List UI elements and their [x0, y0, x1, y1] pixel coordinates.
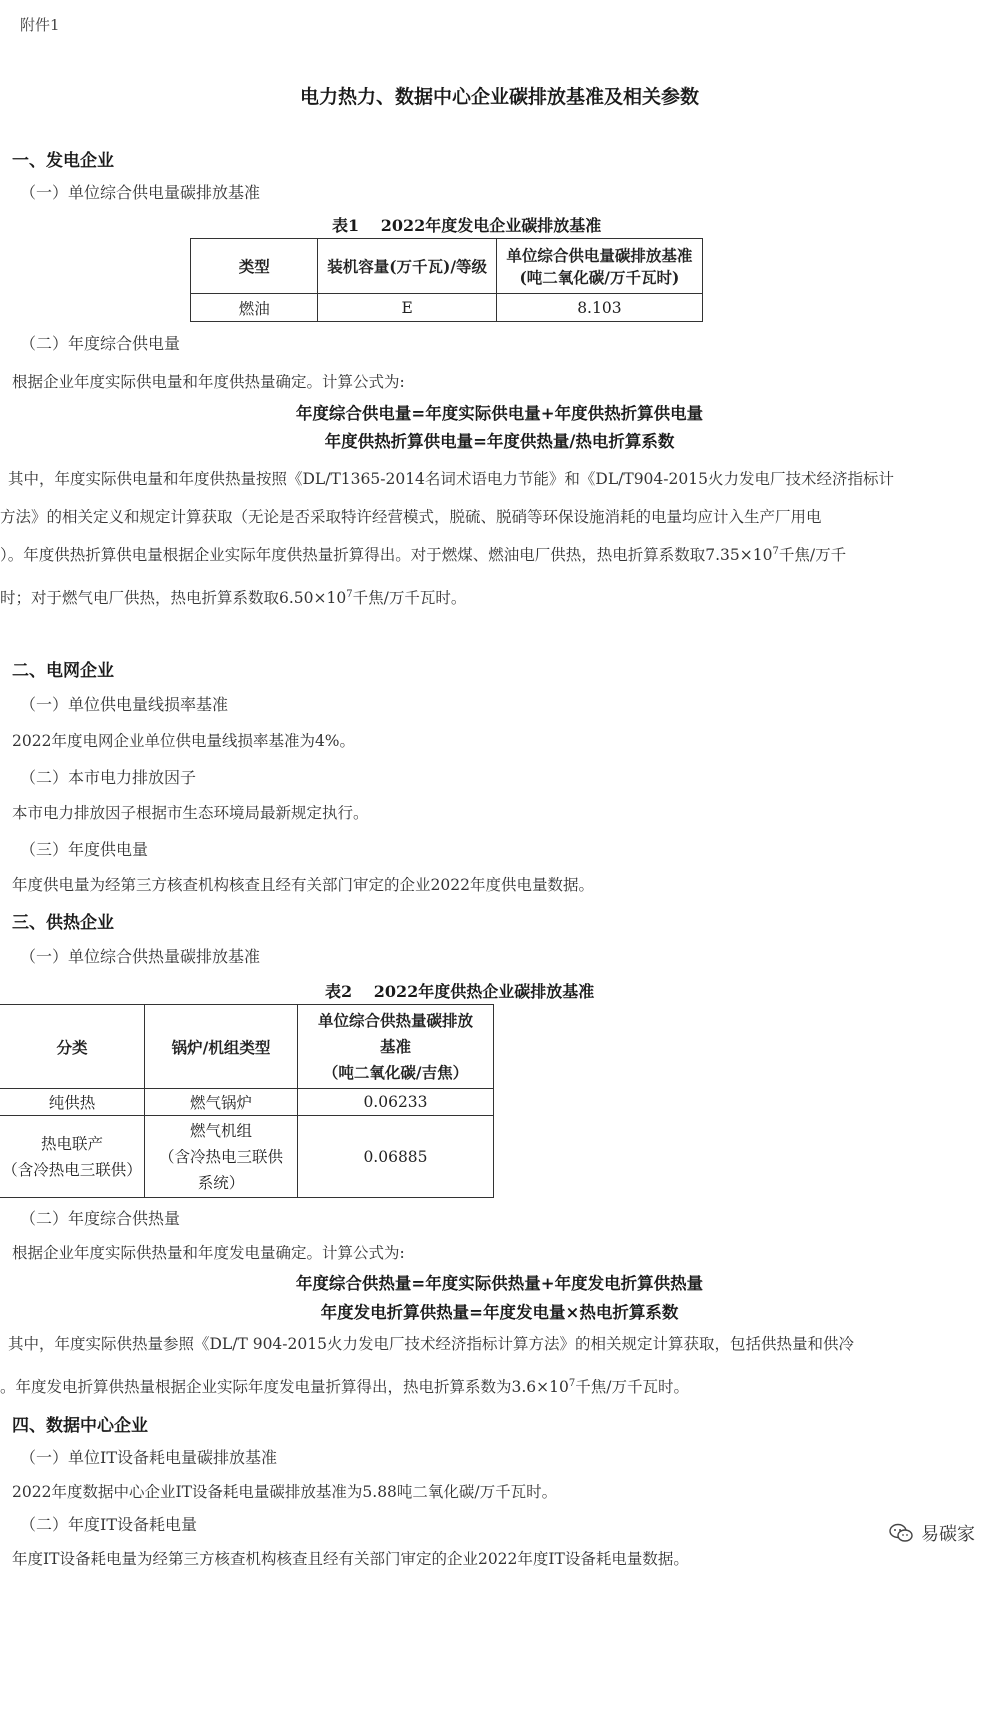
formula-1a: 年度综合供电量=年度实际供电量+年度供热折算供电量 — [295, 404, 704, 423]
table1-header-benchmark — [496, 239, 702, 294]
table2-header-benchmark-line3: （吨二氧化碳/吉焦） — [322, 1062, 469, 1082]
table2-header-benchmark-line2: 基准 — [379, 1036, 411, 1056]
table2-cell-gas-unit-line1: 燃气机组 — [189, 1121, 252, 1140]
watermark — [889, 1520, 975, 1546]
exponent: 7 — [346, 588, 353, 600]
section-heading-grid: 二、电网企业 — [12, 661, 114, 681]
subheading-annual-supply: （二）年度综合供电量 — [20, 334, 181, 353]
table1-header-type: 类型 — [191, 239, 318, 294]
subheading-annual-electricity: （三）年度供电量 — [20, 840, 149, 859]
table1-cell-value: 8.103 — [496, 294, 702, 322]
table1-header-benchmark-line2: (吨二氧化碳/万千瓦时) — [519, 268, 680, 287]
paragraph-1-line1: 其中，年度实际供电量和年度供热量按照《DL/T1365-2014名词术语电力节能》和《DL/T904-2015火力发电厂技术经济指标计 — [8, 470, 894, 488]
formula-3a: 年度综合供热量=年度实际供热量+年度发电折算供热量 — [295, 1274, 704, 1293]
paragraph-3-line1: 其中，年度实际供热量参照《DL/T 904-2015火力发电厂技术经济指标计算方法》的相关规定计算获取，包括供热量和供冷 — [8, 1335, 854, 1353]
table2-cell-gas-boiler: 燃气锅炉 — [145, 1089, 298, 1116]
paragraph-annual-electricity: 年度供电量为经第三方核查机构核查且经有关部门审定的企业2022年度供电量数据。 — [12, 876, 594, 894]
paragraph-1-line4-text: 时；对于燃气电厂供热，热电折算系数取6.50×10 — [0, 589, 347, 607]
table1 — [190, 238, 703, 322]
subheading-it-benchmark: （一）单位IT设备耗电量碳排放基准 — [20, 1448, 277, 1467]
attachment-label: 附件1 — [20, 16, 60, 34]
table2 — [0, 1004, 494, 1198]
paragraph-intro-3: 根据企业年度实际供热量和年度发电量确定。计算公式为: — [12, 1244, 405, 1262]
table2-cell-gas-unit — [145, 1116, 298, 1198]
paragraph-1-line4-unit: 千焦/万千瓦时。 — [352, 589, 467, 607]
subheading-heat-benchmark: （一）单位综合供热量碳排放基准 — [20, 947, 261, 966]
paragraph-3-line2-unit: 千焦/万千瓦时。 — [575, 1378, 689, 1396]
paragraph-it-benchmark: 2022年度数据中心企业IT设备耗电量碳排放基准为5.88吨二氧化碳/万千瓦时。 — [12, 1483, 558, 1501]
table1-header-capacity: 装机容量(万千瓦)/等级 — [318, 239, 496, 294]
exponent: 7 — [568, 1377, 576, 1389]
table2-header-benchmark-line1: 单位综合供热量碳排放 — [317, 1010, 473, 1030]
subheading-supply-benchmark: （一）单位综合供电量碳排放基准 — [20, 183, 261, 202]
formula-3b: 年度发电折算供热量=年度发电量×热电折算系数 — [320, 1303, 679, 1322]
page-title: 电力热力、数据中心企业碳排放基准及相关参数 — [299, 86, 699, 108]
table1-header-benchmark-line1: 单位综合供电量碳排放基准 — [506, 246, 693, 265]
table2-caption: 表2 2022年度供热企业碳排放基准 — [325, 982, 595, 1001]
paragraph-1-line2: 方法》的相关定义和规定计算获取（无论是否采取特许经营模式，脱硫、脱硝等环保设施消耗的电量均应计入生产厂用电 — [0, 508, 822, 526]
paragraph-1-line3-text: ）。年度供热折算供电量根据企业实际年度供热量折算得出。对于燃煤、燃油电厂供热，热电折算系数取7.35×10 — [0, 546, 773, 564]
table2-header-benchmark — [298, 1005, 494, 1089]
subheading-emission-factor: （二）本市电力排放因子 — [20, 768, 197, 787]
subheading-annual-heat: （二）年度综合供热量 — [20, 1209, 181, 1228]
table2-cell-gas-unit-line3: 系统） — [197, 1173, 245, 1192]
table1-cell-capacity: E — [318, 294, 496, 322]
exponent: 7 — [772, 545, 779, 557]
subheading-line-loss: （一）单位供电量线损率基准 — [20, 695, 229, 714]
paragraph-3-line2 — [0, 1375, 689, 1397]
paragraph-intro-1: 根据企业年度实际供电量和年度供热量确定。计算公式为: — [12, 373, 405, 391]
table2-cell-chp-line1: 热电联产 — [40, 1134, 103, 1153]
table2-cell-gas-unit-line2: （含冷热电三联供 — [158, 1147, 283, 1166]
subheading-it-consumption: （二）年度IT设备耗电量 — [20, 1515, 197, 1534]
table2-cell-value-2: 0.06885 — [298, 1116, 494, 1198]
table2-cell-pure-heating: 纯供热 — [0, 1089, 145, 1116]
table2-cell-chp-line2: （含冷热电三联供） — [2, 1160, 142, 1179]
table1-cell-type: 燃油 — [191, 294, 318, 322]
paragraph-3-line2-text: 。年度发电折算供热量根据企业实际年度发电量折算得出，热电折算系数为3.6×10 — [0, 1378, 569, 1396]
watermark-text: 易碳家 — [921, 1524, 975, 1545]
table2-cell-chp — [0, 1116, 145, 1198]
paragraph-1-line4 — [0, 586, 466, 608]
paragraph-1-line3-unit: 千焦/万千 — [778, 546, 847, 564]
paragraph-emission-factor: 本市电力排放因子根据市生态环境局最新规定执行。 — [12, 804, 369, 822]
section-heading-datacenter: 四、数据中心企业 — [12, 1416, 148, 1436]
table2-cell-value-1: 0.06233 — [298, 1089, 494, 1116]
paragraph-line-loss: 2022年度电网企业单位供电量线损率基准为4%。 — [12, 732, 356, 750]
table1-caption: 表1 2022年度发电企业碳排放基准 — [332, 216, 602, 235]
paragraph-it-consumption: 年度IT设备耗电量为经第三方核查机构核查且经有关部门审定的企业2022年度IT设备耗电量数据。 — [12, 1550, 689, 1568]
table2-header-category: 分类 — [0, 1005, 145, 1089]
formula-1b: 年度供热折算供电量=年度供热量/热电折算系数 — [324, 432, 675, 451]
table2-header-boiler-type: 锅炉/机组类型 — [145, 1005, 298, 1089]
section-heading-heating: 三、供热企业 — [12, 913, 114, 933]
paragraph-1-line3 — [0, 543, 846, 565]
section-heading-power: 一、发电企业 — [12, 151, 114, 171]
wechat-icon — [889, 1523, 913, 1543]
